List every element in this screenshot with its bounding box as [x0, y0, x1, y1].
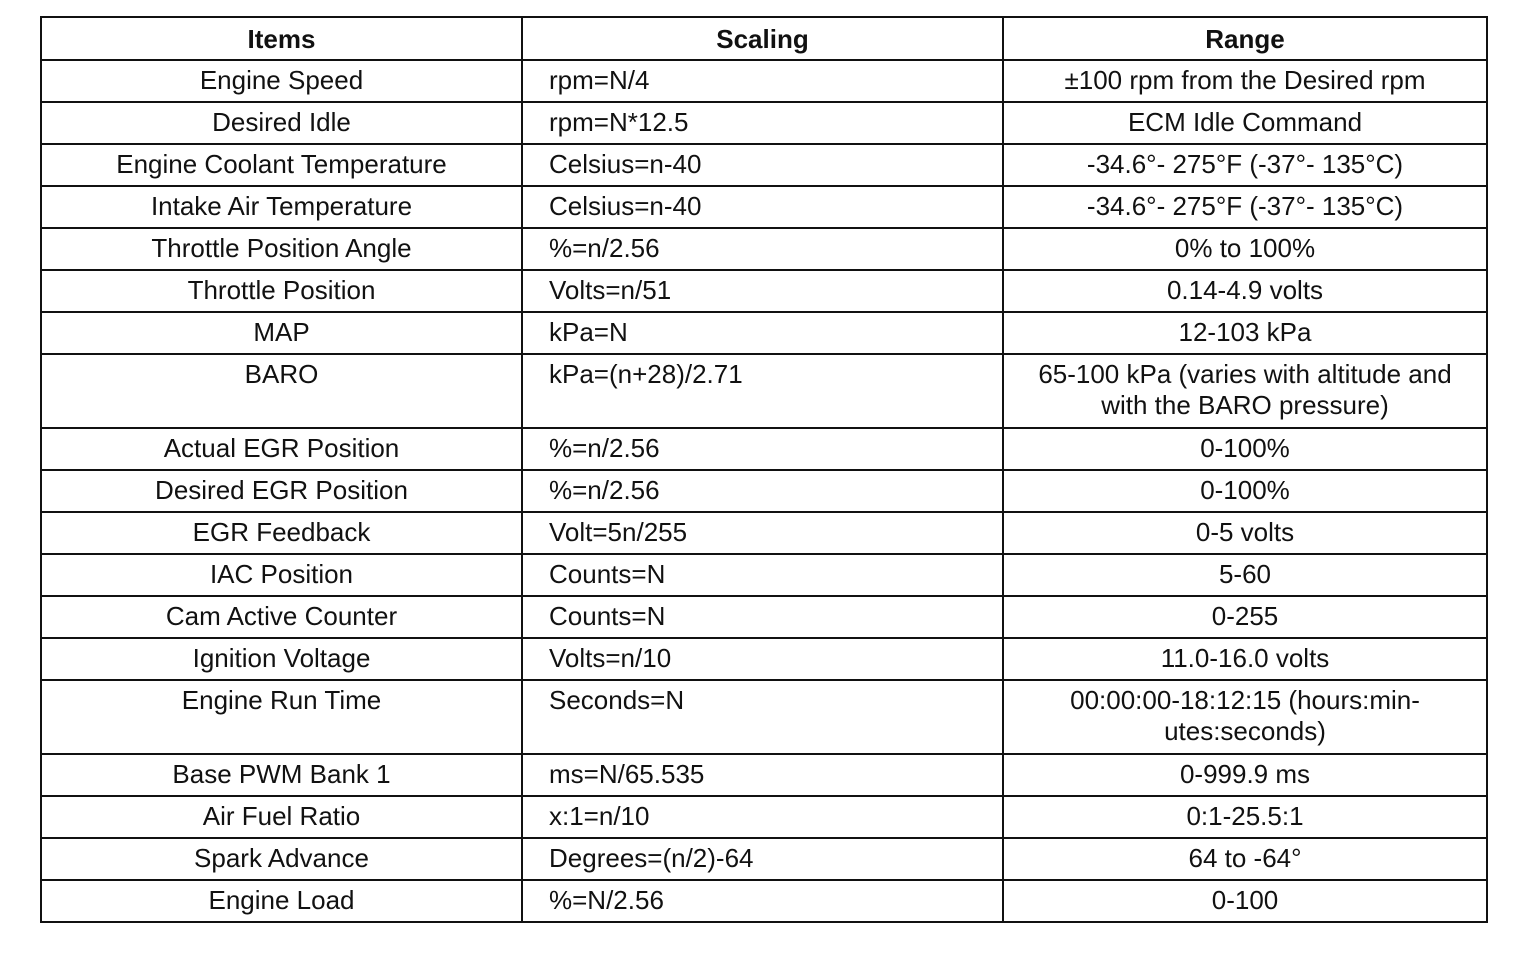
scaling-cell: Celsius=n-40	[522, 144, 1003, 186]
scaling-cell: kPa=(n+28)/2.71	[522, 354, 1003, 428]
item-cell: Ignition Voltage	[41, 638, 522, 680]
scaling-cell: ms=N/65.535	[522, 754, 1003, 796]
scaling-cell: Volts=n/10	[522, 638, 1003, 680]
table-row	[41, 428, 1487, 470]
table-row	[41, 596, 1487, 638]
table-row	[41, 470, 1487, 512]
item-cell: Cam Active Counter	[41, 596, 522, 638]
range-cell: 0% to 100%	[1003, 228, 1487, 270]
item-cell: Throttle Position Angle	[41, 228, 522, 270]
scaling-cell: Seconds=N	[522, 680, 1003, 754]
scaling-cell: Celsius=n-40	[522, 186, 1003, 228]
table-row	[41, 144, 1487, 186]
scaling-cell: rpm=N*12.5	[522, 102, 1003, 144]
scaling-cell: Degrees=(n/2)-64	[522, 838, 1003, 880]
range-cell: ±100 rpm from the Desired rpm	[1003, 60, 1487, 102]
range-cell: 5-60	[1003, 554, 1487, 596]
range-cell: 0-5 volts	[1003, 512, 1487, 554]
header-items: Items	[41, 17, 522, 60]
scaling-cell: Counts=N	[522, 554, 1003, 596]
table-row	[41, 638, 1487, 680]
scaling-cell: kPa=N	[522, 312, 1003, 354]
item-cell: Engine Run Time	[41, 680, 522, 754]
table-row	[41, 186, 1487, 228]
item-cell: Engine Coolant Temperature	[41, 144, 522, 186]
header-scaling: Scaling	[522, 17, 1003, 60]
range-cell: -34.6°- 275°F (-37°- 135°C)	[1003, 186, 1487, 228]
table-row	[41, 512, 1487, 554]
scaling-cell: %=n/2.56	[522, 470, 1003, 512]
table-body	[41, 60, 1487, 922]
range-cell: 0.14-4.9 volts	[1003, 270, 1487, 312]
range-cell: -34.6°- 275°F (-37°- 135°C)	[1003, 144, 1487, 186]
range-cell: 12-103 kPa	[1003, 312, 1487, 354]
item-cell: Engine Speed	[41, 60, 522, 102]
scaling-cell: Counts=N	[522, 596, 1003, 638]
table-row	[41, 312, 1487, 354]
scaling-cell: x:1=n/10	[522, 796, 1003, 838]
scan-data-table	[40, 16, 1488, 923]
scaling-cell: %=n/2.56	[522, 428, 1003, 470]
range-cell: ECM Idle Command	[1003, 102, 1487, 144]
item-cell: Intake Air Temperature	[41, 186, 522, 228]
range-cell: 65-100 kPa (varies with altitude and with the BARO pressure)	[1003, 354, 1487, 428]
item-cell: BARO	[41, 354, 522, 428]
item-cell: Throttle Position	[41, 270, 522, 312]
table-row	[41, 354, 1487, 428]
item-cell: Air Fuel Ratio	[41, 796, 522, 838]
data-parameter-table-sheet	[40, 16, 1486, 923]
range-cell: 64 to -64°	[1003, 838, 1487, 880]
table-row	[41, 680, 1487, 754]
header-range: Range	[1003, 17, 1487, 60]
range-cell: 11.0-16.0 volts	[1003, 638, 1487, 680]
table-header	[41, 17, 1487, 60]
item-cell: Actual EGR Position	[41, 428, 522, 470]
scaling-cell: %=n/2.56	[522, 228, 1003, 270]
scaling-cell: Volt=5n/255	[522, 512, 1003, 554]
range-cell: 00:00:00-18:12:15 (hours:min-utes:seconds)	[1003, 680, 1487, 754]
scaling-cell: %=N/2.56	[522, 880, 1003, 922]
table-row	[41, 754, 1487, 796]
range-cell: 0-255	[1003, 596, 1487, 638]
range-cell: 0-999.9 ms	[1003, 754, 1487, 796]
scaling-cell: Volts=n/51	[522, 270, 1003, 312]
range-cell: 0-100%	[1003, 428, 1487, 470]
header-row	[41, 17, 1487, 60]
item-cell: Desired Idle	[41, 102, 522, 144]
item-cell: Engine Load	[41, 880, 522, 922]
item-cell: Spark Advance	[41, 838, 522, 880]
table-row	[41, 228, 1487, 270]
range-cell: 0:1-25.5:1	[1003, 796, 1487, 838]
item-cell: Desired EGR Position	[41, 470, 522, 512]
table-row	[41, 102, 1487, 144]
item-cell: Base PWM Bank 1	[41, 754, 522, 796]
item-cell: IAC Position	[41, 554, 522, 596]
table-row	[41, 270, 1487, 312]
item-cell: MAP	[41, 312, 522, 354]
range-cell: 0-100	[1003, 880, 1487, 922]
scaling-cell: rpm=N/4	[522, 60, 1003, 102]
item-cell: EGR Feedback	[41, 512, 522, 554]
table-row	[41, 880, 1487, 922]
table-row	[41, 796, 1487, 838]
table-row	[41, 60, 1487, 102]
range-cell: 0-100%	[1003, 470, 1487, 512]
table-row	[41, 838, 1487, 880]
table-row	[41, 554, 1487, 596]
